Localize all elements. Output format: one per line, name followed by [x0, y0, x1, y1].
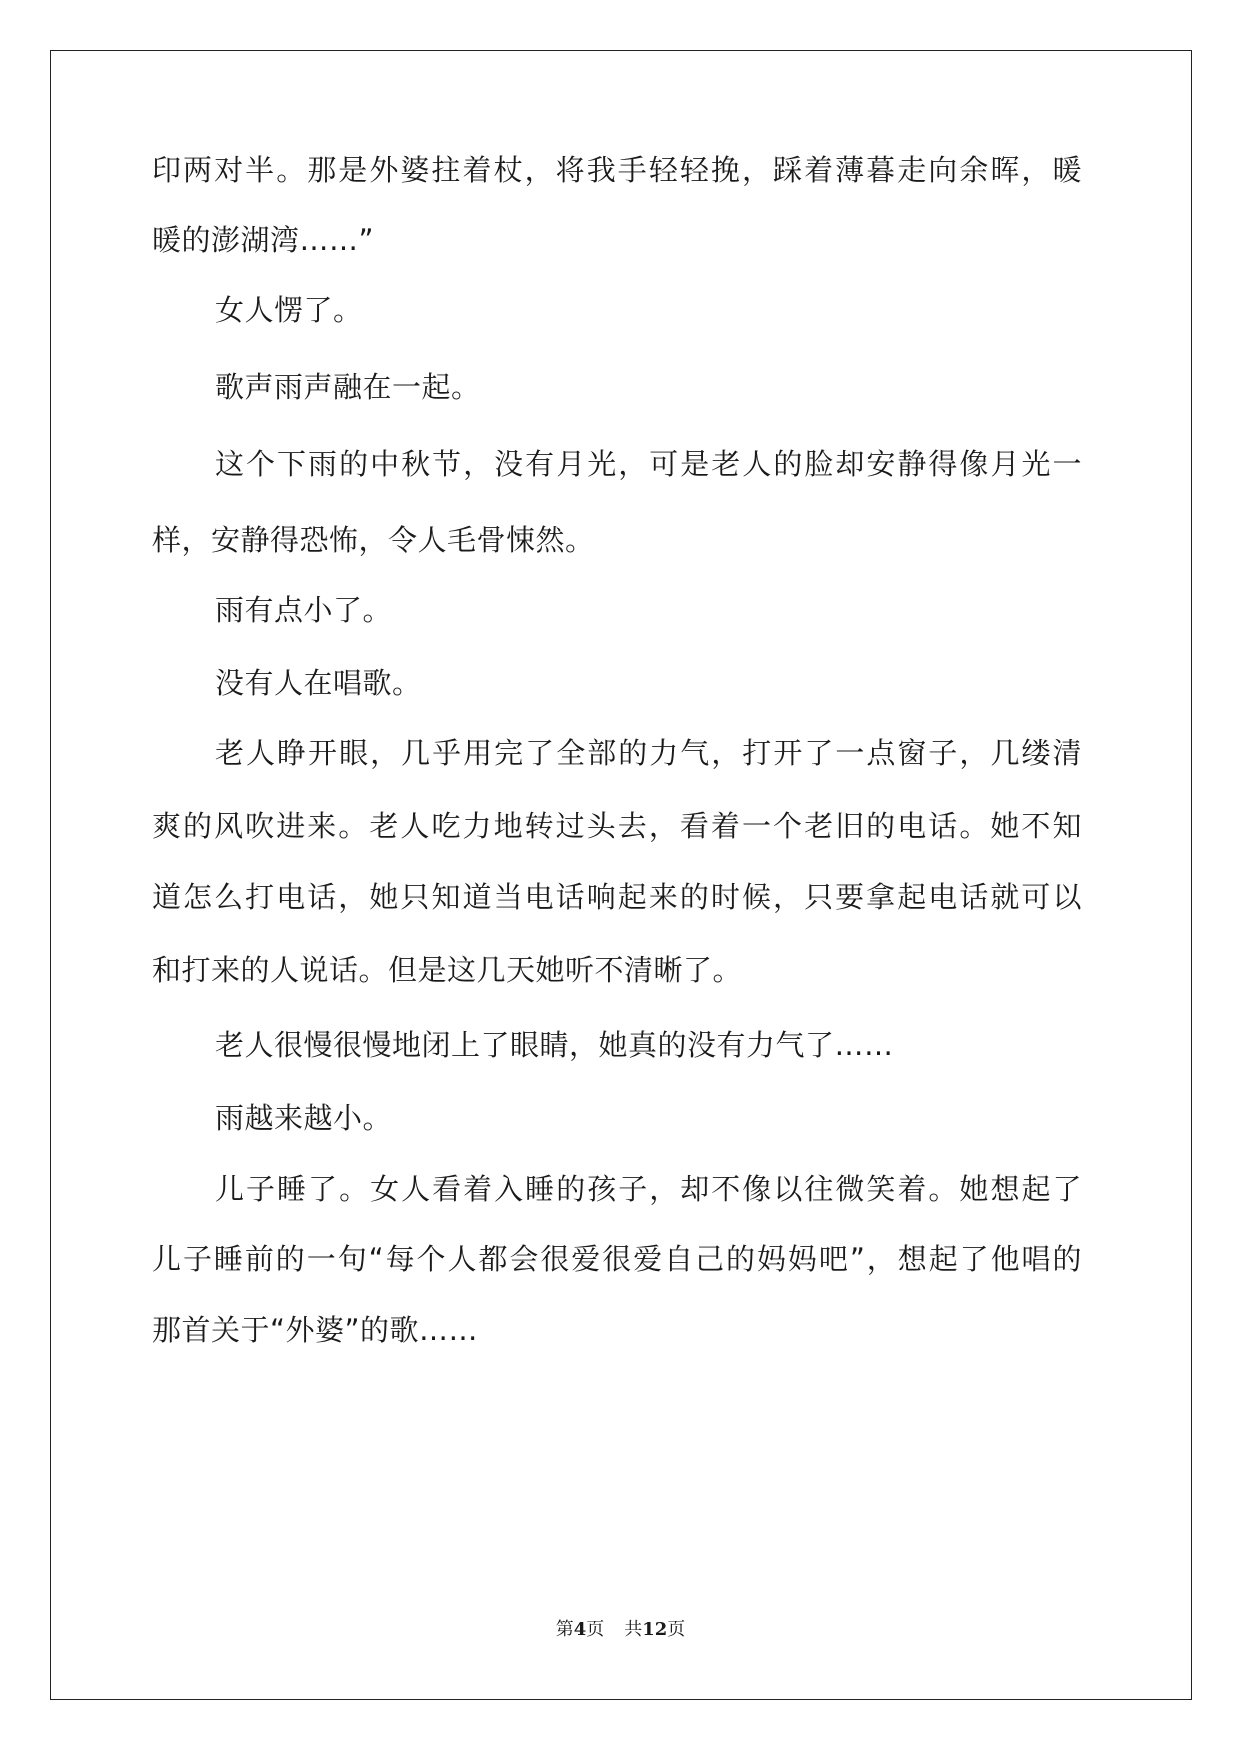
paragraph-line: 歌声雨声融在一起。	[215, 370, 481, 404]
paragraph-line: 儿子睡了。女人看着入睡的孩子，却不像以往微笑着。她想起了	[215, 1172, 1082, 1206]
paragraph-line: 雨有点小了。	[215, 593, 393, 627]
paragraph-line: 没有人在唱歌。	[215, 666, 422, 700]
total-pages: 12	[642, 1619, 668, 1640]
paragraph-line: 这个下雨的中秋节，没有月光，可是老人的脸却安静得像月光一	[215, 447, 1082, 481]
total-pages-label	[624, 1619, 685, 1640]
text-line: 道怎么打电话，她只知道当电话响起来的时候，只要拿起电话就可以	[152, 880, 1082, 914]
page-prefix: 第	[555, 1619, 574, 1640]
page-number-label	[556, 1619, 605, 1640]
text-line: 暖的澎湖湾……”	[152, 223, 375, 257]
paragraph-line: 女人愣了。	[215, 293, 363, 327]
text-line: 儿子睡前的一句“每个人都会很爱很爱自己的妈妈吧”，想起了他唱的	[152, 1242, 1082, 1276]
total-suffix: 页	[667, 1619, 686, 1640]
total-prefix: 共	[624, 1619, 643, 1640]
page-number: 4	[573, 1619, 587, 1640]
text-line: 样，安静得恐怖，令人毛骨悚然。	[152, 523, 595, 557]
text-line: 那首关于“外婆”的歌……	[152, 1313, 479, 1347]
paragraph-line: 老人睁开眼，几乎用完了全部的力气，打开了一点窗子，几缕清	[215, 736, 1082, 770]
text-line: 印两对半。那是外婆拄着杖，将我手轻轻挽，踩着薄暮走向余晖，暖	[152, 153, 1082, 187]
text-line: 和打来的人说话。但是这几天她听不清晰了。	[152, 953, 743, 987]
paragraph-line: 雨越来越小。	[215, 1101, 393, 1135]
text-line: 爽的风吹进来。老人吃力地转过头去，看着一个老旧的电话。她不知	[152, 809, 1082, 843]
page-footer	[0, 1618, 1241, 1642]
page-suffix: 页	[586, 1619, 605, 1640]
paragraph-line: 老人很慢很慢地闭上了眼睛，她真的没有力气了……	[215, 1028, 894, 1062]
